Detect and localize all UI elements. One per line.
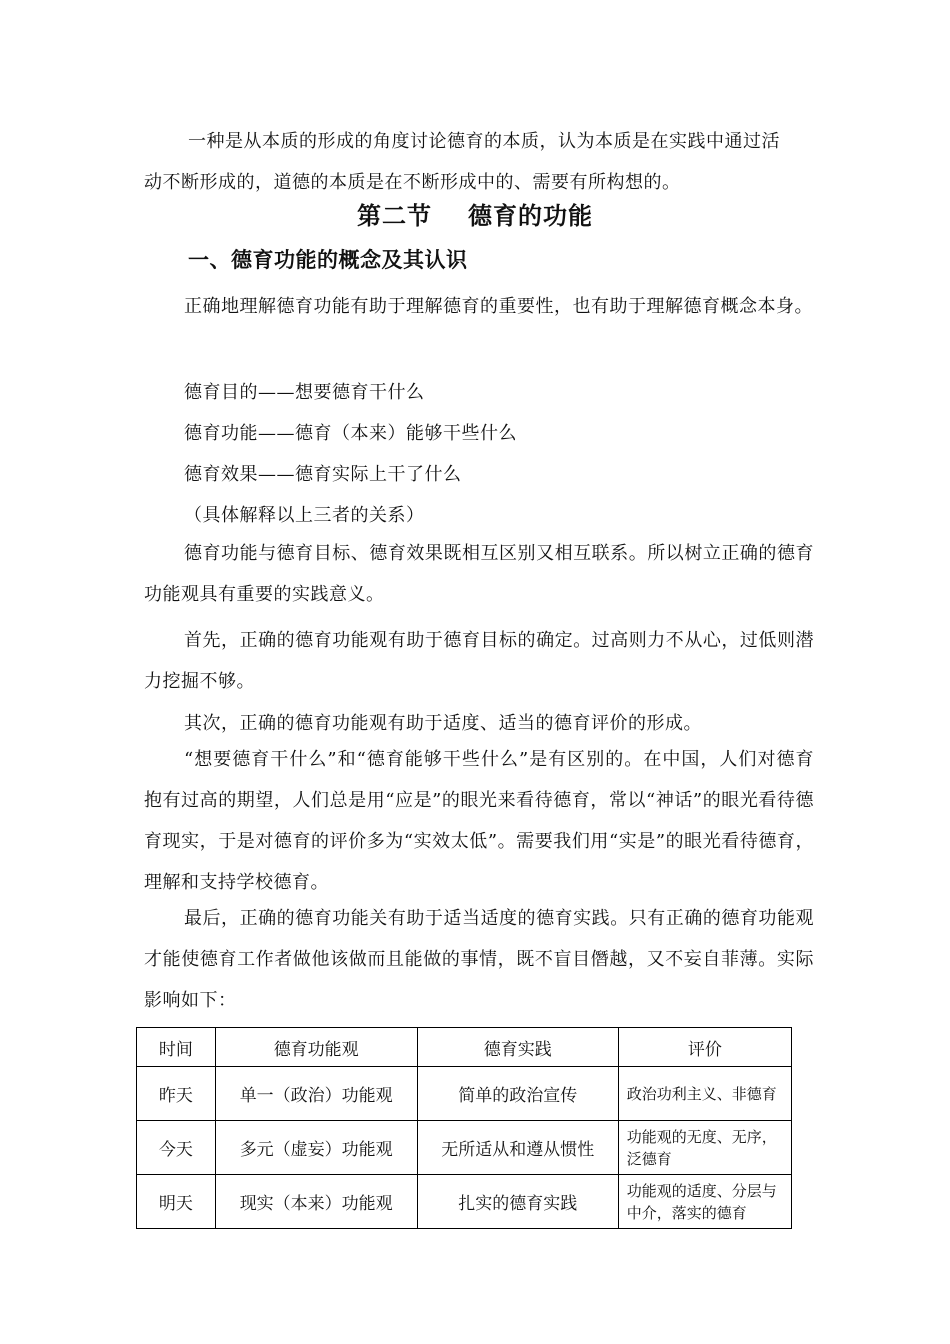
table-row: [137, 1067, 792, 1121]
paragraph-second: 其次，正确的德育功能观有助于适度、适当的德育评价的形成。: [184, 713, 702, 734]
table-header-evaluation: 评价: [618, 1028, 791, 1067]
function-view-table: [136, 1027, 792, 1229]
table-cell-evaluation: 政治功利主义、非德育: [618, 1067, 791, 1121]
table-cell-evaluation: 功能观的适度、分层与中介，落实的德育: [618, 1175, 791, 1229]
paragraph-relationship: 德育功能与德育目标、德育效果既相互区别又相互联系。所以树立正确的德育功能观具有重要的实践意义。: [144, 543, 814, 605]
table-cell-practice: 简单的政治宣传: [417, 1067, 618, 1121]
paragraph-understanding: 正确地理解德育功能有助于理解德育的重要性，也有助于理解德育概念本身。: [184, 296, 813, 317]
table-cell-practice: 无所适从和遵从惯性: [417, 1121, 618, 1175]
table-cell-time: 今天: [137, 1121, 216, 1175]
definition-goal: 德育目的——想要德育干什么: [184, 382, 425, 403]
table-cell-function-view: 多元（虚妄）功能观: [215, 1121, 417, 1175]
subsection-title: 一、德育功能的概念及其认识: [188, 247, 468, 272]
section-name: 德育的功能: [468, 201, 593, 230]
table-cell-practice: 扎实的德育实践: [417, 1175, 618, 1229]
definition-effect: 德育效果——德育实际上干了什么: [184, 464, 462, 485]
table-header-practice: 德育实践: [417, 1028, 618, 1067]
table-row: [137, 1175, 792, 1229]
definition-function: 德育功能——德育（本来）能够干些什么: [184, 423, 517, 444]
table-cell-time: 昨天: [137, 1067, 216, 1121]
section-number: 第二节: [357, 201, 432, 230]
table-cell-function-view: 单一（政治）功能观: [215, 1067, 417, 1121]
table-cell-function-view: 现实（本来）功能观: [215, 1175, 417, 1229]
table-header-function-view: 德育功能观: [215, 1028, 417, 1067]
table-cell-time: 明天: [137, 1175, 216, 1229]
table-header-row: [137, 1028, 792, 1067]
paragraph-expectation: “想要德育干什么”和“德育能够干些什么”是有区别的。在中国，人们对德育抱有过高的期望，人们总是用“应是”的眼光来看待德育，常以“神话”的眼光看待德育现实，于是对德育的评价多为“实效太低”。需要我们用“实是”的眼光看待德育，理解和支持学校德育。: [144, 749, 814, 893]
table-row: [137, 1121, 792, 1175]
table-cell-evaluation: 功能观的无度、无序，泛德育: [618, 1121, 791, 1175]
paragraph-essence-line-1: 一种是从本质的形成的角度讨论德育的本质，认为本质是在实践中通过活: [188, 131, 780, 152]
paragraph-essence-line-2: 动不断形成的，道德的本质是在不断形成中的、需要有所构想的。: [144, 172, 681, 193]
paragraph-finally: 最后，正确的德育功能关有助于适当适度的德育实践。只有正确的德育功能观才能使德育工作者做他该做而且能做的事情，既不盲目僭越，又不妄自菲薄。实际影响如下：: [144, 908, 814, 1011]
note-relationship: （具体解释以上三者的关系）: [184, 505, 425, 526]
paragraph-first: 首先，正确的德育功能观有助于德育目标的确定。过高则力不从心，过低则潜力挖掘不够。: [144, 630, 814, 692]
table-header-time: 时间: [137, 1028, 216, 1067]
section-title: [0, 196, 950, 231]
